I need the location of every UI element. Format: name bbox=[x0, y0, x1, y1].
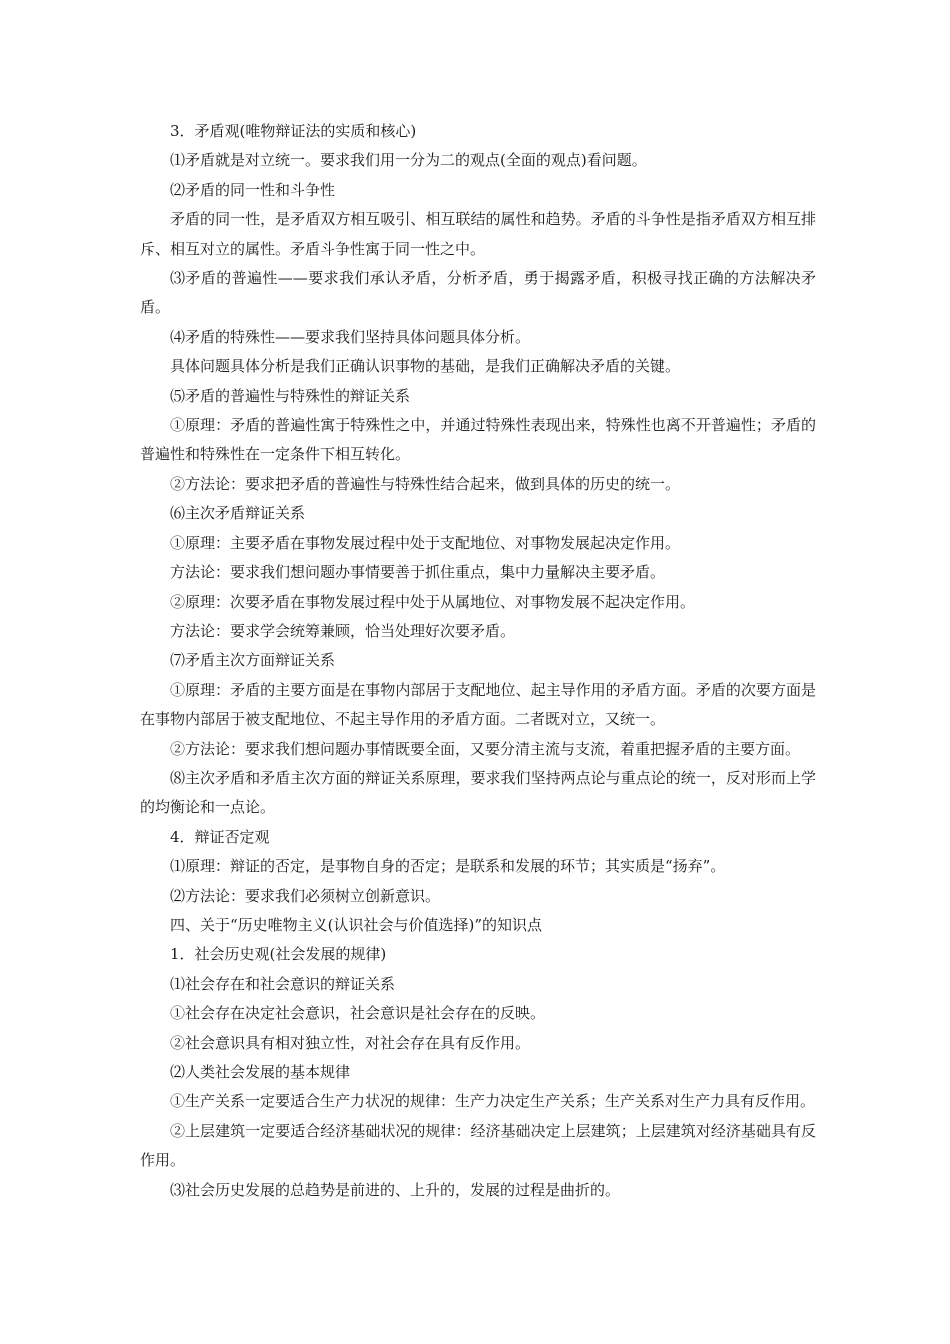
subheading: ⑵人类社会发展的基本规律 bbox=[170, 1063, 351, 1081]
paragraph: 方法论：要求学会统筹兼顾，恰当处理好次要矛盾。 bbox=[170, 621, 516, 640]
subheading: ⑵矛盾的同一性和斗争性 bbox=[170, 180, 336, 199]
paragraph: ⑵方法论：要求我们必须树立创新意识。 bbox=[170, 886, 441, 905]
paragraph: 矛盾的同一性，是矛盾双方相互吸引、相互联结的属性和趋势。矛盾的斗争性是指矛盾双方相互排斥、相互对立的属性。矛盾斗争性寓于同一性之中。 bbox=[140, 210, 816, 258]
paragraph: ①生产关系一定要适合生产力状况的规律：生产力决定生产关系；生产关系对生产力具有反作用。 bbox=[170, 1092, 816, 1111]
paragraph: ⑴原理：辩证的否定，是事物自身的否定；是联系和发展的环节；其实质是“扬弃”。 bbox=[170, 857, 726, 876]
paragraph: ⑻主次矛盾和矛盾主次方面的辩证关系原理，要求我们坚持两点论与重点论的统一，反对形而上学的均衡论和一点论。 bbox=[140, 768, 816, 817]
subheading: ⑴社会存在和社会意识的辩证关系 bbox=[170, 974, 396, 993]
paragraph: 方法论：要求我们想问题办事情要善于抓住重点，集中力量解决主要矛盾。 bbox=[170, 563, 666, 582]
paragraph: ①原理：主要矛盾在事物发展过程中处于支配地位、对事物发展起决定作用。 bbox=[170, 533, 681, 552]
paragraph: ②原理：次要矛盾在事物发展过程中处于从属地位、对事物发展不起决定作用。 bbox=[170, 592, 696, 611]
paragraph: 具体问题具体分析是我们正确认识事物的基础，是我们正确解决矛盾的关键。 bbox=[170, 357, 681, 376]
paragraph: ②方法论：要求我们想问题办事情既要全面，又要分清主流与支流，着重把握矛盾的主要方面。 bbox=[170, 739, 801, 758]
paragraph: ①原理：矛盾的普遍性寓于特殊性之中，并通过特殊性表现出来，特殊性也离不开普遍性；矛盾的普遍性和特殊性在一定条件下相互转化。 bbox=[140, 416, 816, 464]
chapter-heading: 四、关于“历史唯物主义(认识社会与价值选择)”的知识点 bbox=[170, 915, 543, 934]
paragraph: ⑷矛盾的特殊性——要求我们坚持具体问题具体分析。 bbox=[170, 327, 531, 346]
paragraph: ②上层建筑一定要适合经济基础状况的规律：经济基础决定上层建筑；上层建筑对经济基础具有反作用。 bbox=[140, 1121, 816, 1170]
subheading: ⑸矛盾的普遍性与特殊性的辩证关系 bbox=[170, 386, 411, 405]
section-heading-negation: 4．辩证否定观 bbox=[170, 827, 270, 846]
paragraph: ①原理：矛盾的主要方面是在事物内部居于支配地位、起主导作用的矛盾方面。矛盾的次要方面是在事物内部居于被支配地位、不起主导作用的矛盾方面。二者既对立，又统一。 bbox=[140, 680, 816, 729]
paragraph: ②方法论：要求把矛盾的普遍性与特殊性结合起来，做到具体的历史的统一。 bbox=[170, 474, 681, 493]
paragraph: ⑶社会历史发展的总趋势是前进的、上升的，发展的过程是曲折的。 bbox=[170, 1180, 621, 1199]
section-heading-social-history: 1．社会历史观(社会发展的规律) bbox=[170, 945, 387, 964]
section-heading-contradiction: 3．矛盾观(唯物辩证法的实质和核心) bbox=[170, 122, 417, 140]
paragraph: ②社会意识具有相对独立性，对社会存在具有反作用。 bbox=[170, 1033, 531, 1052]
document-body bbox=[140, 117, 816, 1205]
paragraph: ①社会存在决定社会意识，社会意识是社会存在的反映。 bbox=[170, 1004, 546, 1023]
paragraph: ⑶矛盾的普遍性——要求我们承认矛盾，分析矛盾，勇于揭露矛盾，积极寻找正确的方法解决矛盾。 bbox=[140, 269, 816, 317]
subheading: ⑹主次矛盾辩证关系 bbox=[170, 504, 306, 523]
subheading: ⑺矛盾主次方面辩证关系 bbox=[170, 651, 336, 670]
paragraph: ⑴矛盾就是对立统一。要求我们用一分为二的观点(全面的观点)看问题。 bbox=[170, 151, 647, 170]
